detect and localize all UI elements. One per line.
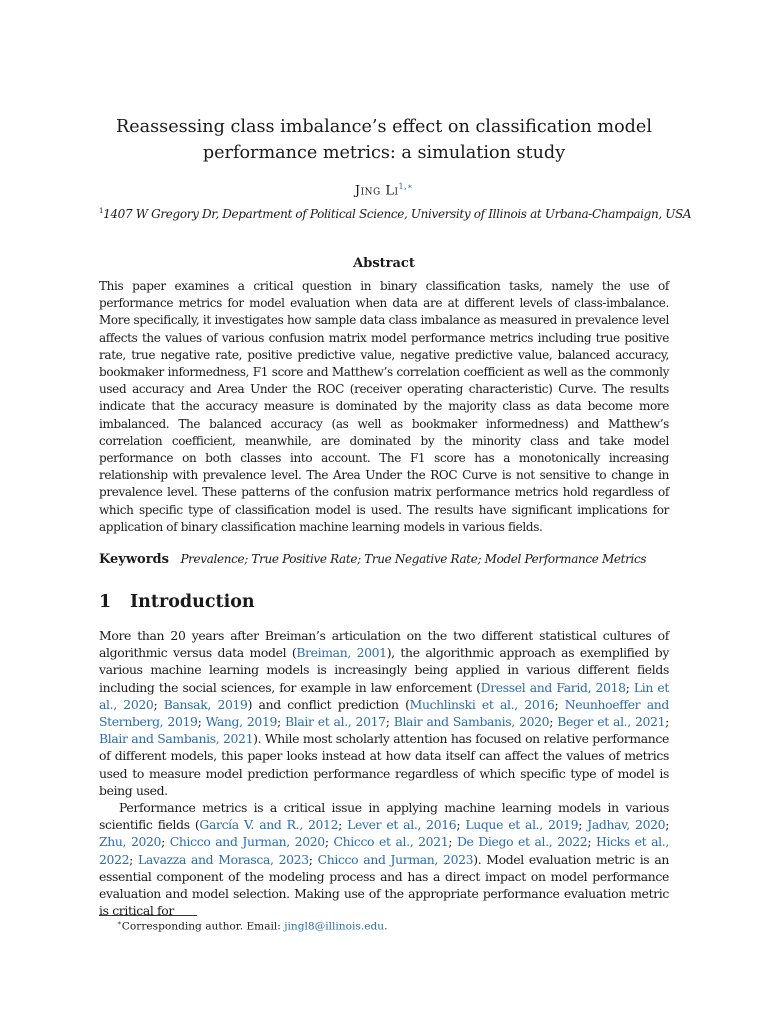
abstract-heading: Abstract (353, 256, 415, 271)
section-heading-introduction (99, 592, 255, 612)
author-line (99, 182, 669, 198)
paragraph-text: More than 20 years after Breiman’s articulation on the two different statistical cultures of algorithmic versus data model ( (99, 628, 669, 661)
paragraph-text: ) and conflict prediction ( (247, 696, 410, 712)
citation-link[interactable]: Bansak, 2019 (163, 696, 248, 712)
citation-link[interactable]: Chicco and Jurman, 2020 (169, 834, 325, 850)
citation-link[interactable]: Lavazza and Morasca, 2023 (138, 851, 309, 867)
abstract-text: This paper examines a critical question in binary classification tasks, namely the use of performance metrics for model evaluation when data are at different levels of class-imbalance. More specifically, it investigates how sample data class imbalance as measured in prevalence level affects the values of various confusion matrix model performance metrics including true positive rate, true negative rate, positive predictive value, negative predictive value, balanced accuracy, bookmaker informedness, F1 score and Matthew’s correlation coefficient as well as the commonly used accuracy and Area Under the ROC (receiver operating characteristic) Curve. The results indicate that the accuracy measure is dominated by the majority class as data become more imbalanced. The balanced accuracy (as well as bookmaker informedness) and Matthew’s correlation coefficient, meanwhile, are dominated by the minority class and take model performance on both classes into account. The F1 score has a monotonically increasing relationship with prevalence level. The Area Under the ROC Curve is not sensitive to change in prevalence level. These patterns of the confusion matrix performance metrics hold regardless of which specific type of classification model is used. The results have significant implications for application of binary classification machine learning models in various fields. (99, 279, 669, 534)
citation-link[interactable]: García V. and R., 2012 (199, 817, 339, 833)
citation-link[interactable]: Muchlinski et al., 2016 (409, 696, 555, 712)
paragraph-text: ), the algorithmic approach as exemplified by various machine learning models is increasingly being applied in various different fields including the social sciences, for example in law enforcement ( (99, 645, 669, 695)
keywords-label: Keywords (99, 552, 169, 567)
citation-link[interactable]: Blair and Sambanis, 2020 (393, 714, 550, 730)
paper-title: Reassessing class imbalance’s effect on classification model performance metrics: a simulation study (116, 117, 652, 163)
paragraph-text: ). While most scholarly attention has focused on relative performance of different models, this paper looks instead at how data itself can affect the values of metrics used to measure model prediction performance regardless of which specific type of model is being used. (99, 731, 669, 798)
paragraph-text: ; (197, 714, 206, 730)
citation-link[interactable]: Wang, 2019 (205, 714, 278, 730)
paragraph-text: ; (277, 714, 286, 730)
citation-link[interactable]: Hicks et al., 2022 (99, 834, 669, 867)
affiliation-mark: 1 (99, 207, 104, 215)
footnote-text: Corresponding author. Email: (121, 920, 285, 933)
paragraph-text: ; (153, 696, 164, 712)
paragraph-text: ; (385, 714, 394, 730)
paragraph-text: ; (161, 834, 170, 850)
paragraph-text: ; (549, 714, 558, 730)
citation-link[interactable]: Lever et al., 2016 (347, 817, 457, 833)
paragraph-text: ; (578, 817, 588, 833)
paragraph-text: ; (665, 817, 670, 833)
footnote-mark: ∗ (117, 919, 122, 927)
citation-link[interactable]: Dressel and Farid, 2018 (480, 679, 626, 695)
citation-link[interactable]: Neunhoeffer and Sternberg, 2019 (99, 696, 669, 730)
paragraph-text: ). Model evaluation metric is an essential component of the modeling process and has a direct impact on model performance evaluation and model selection. Making use of the appropriate performance evaluation metric is critical for (99, 851, 669, 919)
keywords-list: Prevalence; True Positive Rate; True Negative Rate; Model Performance Metrics (180, 552, 647, 566)
paragraph-text: ; (308, 851, 318, 867)
author-marks[interactable]: 1,∗ (398, 182, 414, 191)
citation-link[interactable]: Luque et al., 2019 (465, 817, 579, 833)
citation-link[interactable]: Breiman, 2001 (296, 645, 387, 661)
section-number: 1 (99, 592, 112, 612)
citation-link[interactable]: De Diego et al., 2022 (456, 834, 588, 850)
paragraph-text: ; (554, 696, 565, 712)
footnote-end: . (384, 920, 388, 933)
paragraph-text: ; (338, 817, 348, 833)
author-name: Jing Li (354, 183, 399, 199)
affiliation (99, 207, 692, 221)
section-title: Introduction (130, 592, 255, 612)
affiliation-text: 1407 W Gregory Dr, Department of Political Science, University of Illinois at Urbana-Champaign, USA (103, 207, 692, 221)
citation-link[interactable]: Blair et al., 2017 (285, 714, 386, 730)
paragraph-text: ; (587, 834, 596, 850)
citation-link[interactable]: Beger et al., 2021 (557, 714, 666, 730)
paragraph-text: ; (625, 679, 634, 695)
footnote (117, 919, 387, 933)
paragraph-text: ; (129, 851, 138, 867)
keywords (99, 552, 669, 567)
footnote-email-link[interactable]: jingl8@illinois.edu (284, 920, 385, 933)
footnote-rule (99, 915, 197, 916)
citation-link[interactable]: Blair and Sambanis, 2021 (99, 731, 254, 747)
intro-paragraph-2 (99, 799, 669, 919)
citation-link[interactable]: Chicco et al., 2021 (333, 834, 449, 850)
paragraph-text: ; (448, 834, 457, 850)
citation-link[interactable]: Chicco and Jurman, 2023 (317, 851, 474, 867)
paragraph-text: ; (665, 714, 669, 730)
paragraph-text: Performance metrics is a critical issue in applying machine learning models in various scientific fields ( (99, 800, 669, 833)
paragraph-text: ; (456, 817, 466, 833)
citation-link[interactable]: Jadhav, 2020 (587, 817, 666, 833)
citation-link[interactable]: Zhu, 2020 (99, 834, 162, 850)
intro-paragraph-1 (99, 627, 669, 799)
paragraph-text: ; (324, 834, 334, 850)
citation-link[interactable]: Lin et al., 2020 (99, 679, 669, 712)
